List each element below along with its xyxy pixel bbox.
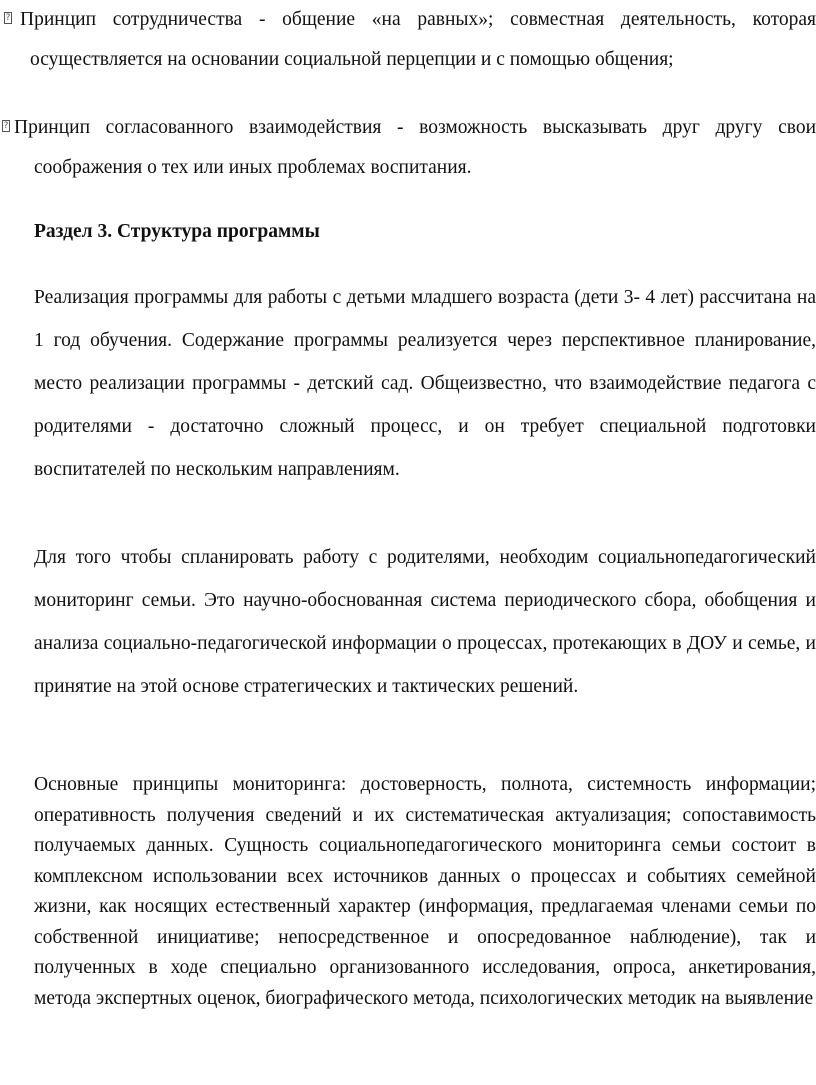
bullet-text: Принцип сотрудничества - общение «на равных»; совместная деятельность, которая осуществляется на основании социальной перцепции и с помощью общения; bbox=[20, 9, 816, 70]
paragraph-social-monitoring: Для того чтобы спланировать работу с родителями, необходим социальнопедагогический мониторинг семьи. Это научно-обоснованная система периодического сбора, обобщения и анализа социально-педагогической информации о процессах, протекающих в ДОУ и семье, и принятие на этой основе стратегических и тактических решений. bbox=[34, 547, 816, 697]
section-heading: Раздел 3. Структура программы bbox=[34, 221, 320, 242]
paragraph-monitoring-principles: Основные принципы мониторинга: достоверность, полнота, системность информации; оперативность получения сведений и их систематическая актуализация; сопоставимость получаемых данных. Сущность социальнопедагогического мониторинга семьи состоит в комплексном использовании всех источников данных о процессах и событиях семейной жизни, как носящих естественный характер (информация, предлагаемая членами семьи по собственной инициативе; непосредственное и опосредованное наблюдение), так и полученных в ходе специально организованного исследования, опроса, анкетирования, метода экспертных оценок, биографического метода, психологических методик на выявление bbox=[34, 774, 816, 1009]
missing-glyph-icon: ? bbox=[5, 13, 11, 23]
bullet-item-coordinated-interaction bbox=[0, 108, 816, 188]
bullet-text: Принцип согласованного взаимодействия - возможность высказывать друг другу свои соображения о тех или иных проблемах воспитания. bbox=[14, 117, 816, 178]
paragraph-program-implementation: Реализация программы для работы с детьми младшего возраста (дети 3- 4 лет) рассчитана на 1 год обучения. Содержание программы реализуется через перспективное планирование, место реализации программы - детский сад. Общеизвестно, что взаимодействие педагога с родителями - достаточно сложный процесс, и он требует специальной подготовки воспитателей по нескольким направлениям. bbox=[34, 287, 816, 480]
missing-glyph-icon: ? bbox=[3, 121, 9, 131]
bullet-item-cooperation bbox=[0, 0, 816, 80]
